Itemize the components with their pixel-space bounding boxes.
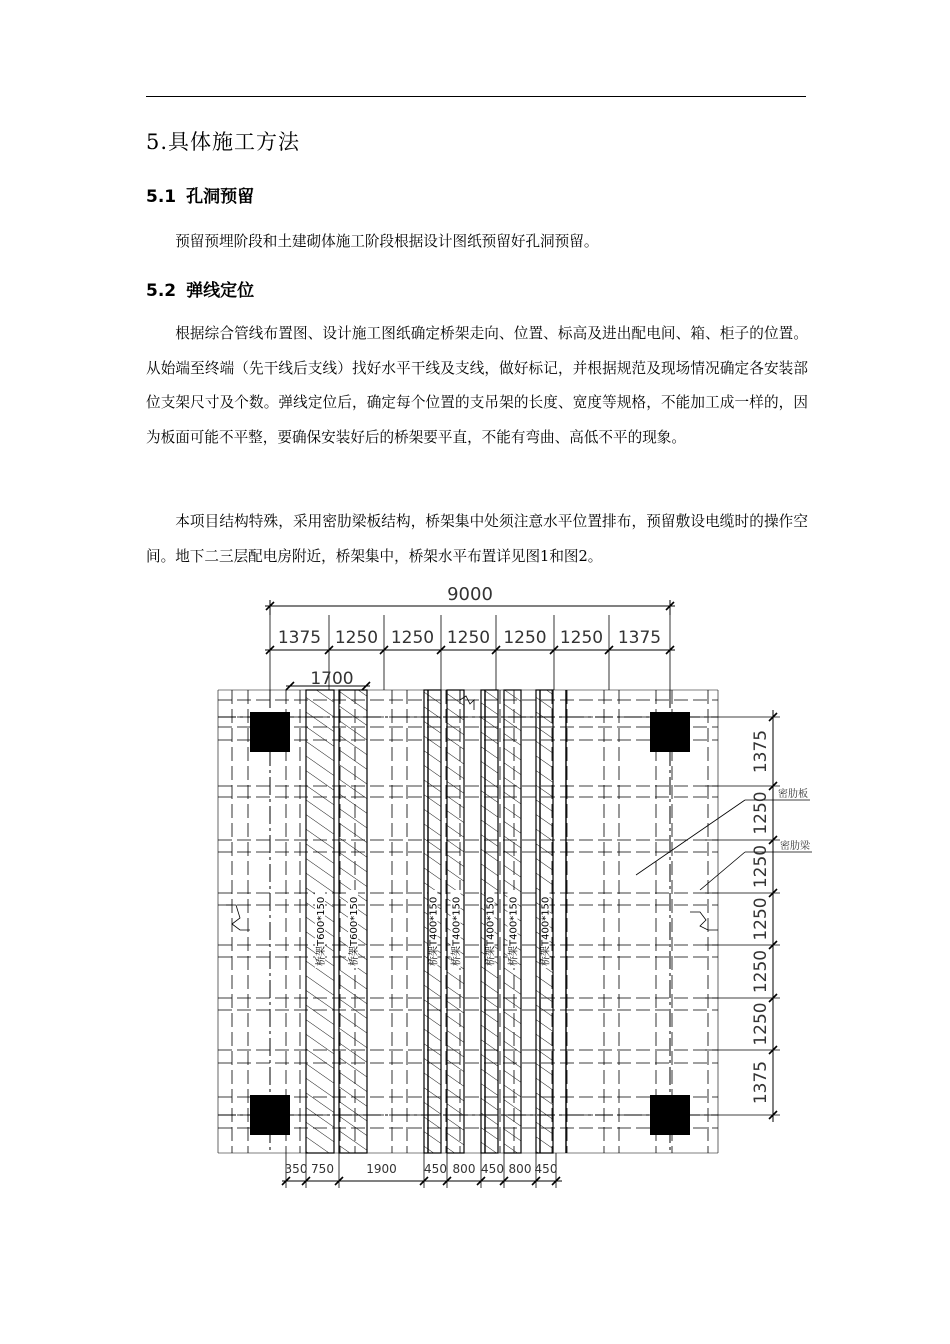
dimension-text-right: 1250	[751, 897, 771, 941]
break-mark	[690, 912, 718, 930]
column	[250, 712, 290, 752]
dimension-text-offset: 1700	[310, 669, 354, 689]
tray-label: 桥架T400*150	[540, 896, 552, 966]
paragraph: 预留预埋阶段和土建砌体施工阶段根据设计图纸预留好孔洞预留。	[175, 233, 599, 250]
dimension-text-bottom: 750	[311, 1162, 334, 1176]
dimension-text-bottom: 350	[284, 1162, 308, 1176]
tray-label: 桥架T400*150	[451, 896, 463, 966]
dimension-text-top: 1250	[503, 628, 547, 648]
tray-label: 桥架T600*150	[316, 896, 327, 966]
dimension-text-top: 1375	[617, 628, 662, 648]
dimension-text-top: 1250	[334, 628, 379, 648]
callout-text: 密肋板	[778, 789, 808, 800]
paragraph: 本项目结构特殊，采用密肋梁板结构，桥架集中处须注意水平位置排布，预留敷设电缆时的操作空间。地下二三层配电房附近，桥架集中，桥架水平布置详见图1和图2。	[146, 513, 808, 565]
dimension-text-bottom: 450	[424, 1162, 447, 1176]
subsection-number: 5.2	[146, 281, 177, 301]
dimension-text-bottom: 800	[452, 1162, 476, 1176]
column	[650, 712, 690, 752]
dimension-text-right: 1375	[751, 729, 771, 774]
subsection-title: 弹线定位	[186, 281, 255, 301]
dimension-text-bottom: 1900	[366, 1162, 397, 1176]
dimension-text-total: 9000	[447, 584, 493, 605]
break-mark	[226, 905, 250, 930]
dimension-text-top: 1375	[277, 628, 322, 648]
dimension-text-right: 1250	[751, 844, 771, 889]
tray-label: 桥架T400*150	[485, 896, 497, 966]
dimension-text-right: 1375	[751, 1060, 771, 1105]
cable-trays	[306, 690, 566, 1153]
dimension-text-right: 1250	[751, 1002, 771, 1046]
dimension-text-top: 1250	[446, 628, 491, 648]
dimension-text-top: 1250	[390, 628, 435, 648]
tray-label: 桥架T600*150	[349, 896, 360, 966]
dimension-text-bottom: 450	[481, 1162, 504, 1176]
dimension-text-right: 1250	[751, 949, 771, 994]
tray-label: 桥架T400*150	[428, 896, 440, 966]
rib-grid	[218, 690, 718, 1153]
section-title: 5.具体施工方法	[146, 130, 301, 154]
paragraph: 根据综合管线布置图、设计施工图纸确定桥架走向、位置、标高及进出配电间、箱、柜子的位置。从始端至终端（先干线后支线）找好水平干线及支线，做好标记，并根据规范及现场情况确定各安装部位支架尺寸及个数。弹线定位后，确定每个位置的支吊架的长度、宽度等规格，不能加工成一样的，因为板面可能不平整，要确保安装好后的桥架要平直，不能有弯曲、高低不平的现象。	[146, 325, 808, 446]
tray-label: 桥架T400*150	[508, 896, 520, 966]
column	[650, 1095, 690, 1135]
dimension-text-bottom: 800	[508, 1162, 532, 1176]
dimension-text-bottom: 450	[534, 1162, 558, 1176]
subsection-number: 5.1	[146, 187, 177, 207]
callout-text: 密肋梁	[780, 841, 810, 852]
callout-leader	[700, 852, 745, 890]
dimension-text-right: 1250	[751, 791, 771, 835]
callout-leader	[636, 800, 745, 875]
dimension-text-top: 1250	[559, 628, 604, 648]
column	[250, 1095, 290, 1135]
subsection-title: 孔洞预留	[186, 187, 255, 207]
